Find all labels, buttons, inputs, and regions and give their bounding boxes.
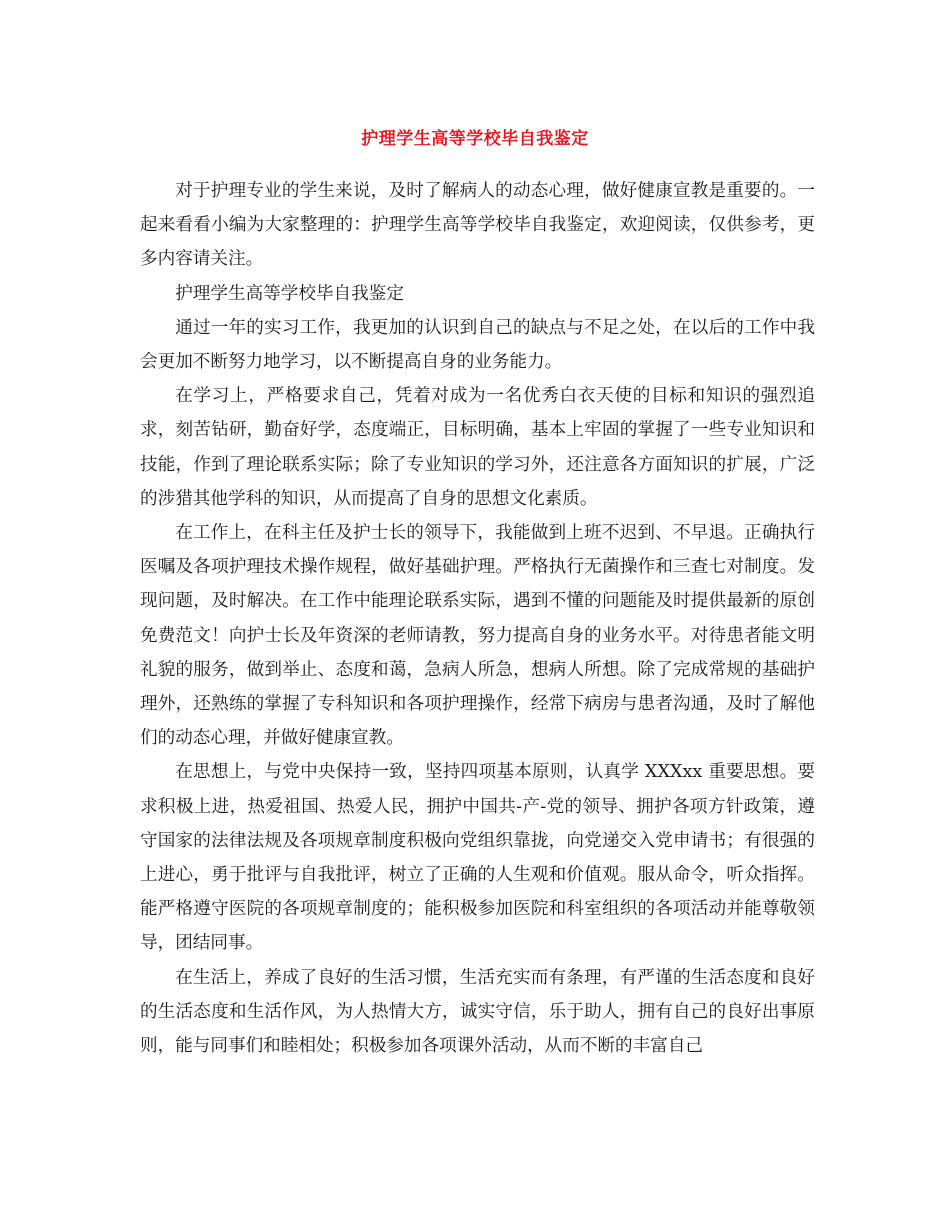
paragraph-work: 在工作上，在科主任及护士长的领导下，我能做到上班不迟到、不早退。正确执行医嘱及各项护理技术操作规程，做好基础护理。严格执行无菌操作和三查七对制度。发现问题，及时解决。在工作中能理论联系实际，遇到不懂的问题能及时提供最新的原创免费范文！向护士长及年资深的老师请教，努力提高自身的业务水平。对待患者能文明礼貌的服务，做到举止、态度和蔼，急病人所急，想病人所想。除了完成常规的基础护理外，还熟练的掌握了专科知识和各项护理操作，经常下病房与患者沟通，及时了解他们的动态心理，并做好健康宣教。	[140, 523, 815, 749]
document-body	[140, 174, 815, 1063]
paragraph-thought: 在思想上，与党中央保持一致，坚持四项基本原则，认真学 XXXxx 重要思想。要求积极上进，热爱祖国、热爱人民，拥护中国共-产-党的领导、拥护各项方针政策，遵守国家的法律法规及各项规章制度积极向党组织靠拢，向党递交入党申请书；有很强的上进心，勇于批评与自我批评，树立了正确的人生观和价值观。服从命令，听众指挥。能严格遵守医院的各项规章制度的；能积极参加医院和科室组织的各项活动并能尊敬领导，团结同事。	[140, 762, 815, 954]
paragraph-subtitle: 护理学生高等学校毕自我鉴定	[175, 283, 404, 304]
paragraph-intro: 对于护理专业的学生来说，及时了解病人的动态心理，做好健康宣教是重要的。一起来看看小编为大家整理的：护理学生高等学校毕自我鉴定，欢迎阅读，仅供参考，更多内容请关注。	[140, 181, 815, 270]
paragraph-study: 在学习上，严格要求自己，凭着对成为一名优秀白衣天使的目标和知识的强烈追求，刻苦钻研，勤奋好学，态度端正，目标明确，基本上牢固的掌握了一些专业知识和技能，作到了理论联系实际；除了专业知识的学习外，还注意各方面知识的扩展，广泛的涉猎其他学科的知识，从而提高了自身的思想文化素质。	[140, 386, 815, 509]
document-title: 护理学生高等学校毕自我鉴定	[361, 129, 589, 149]
paragraph-internship: 通过一年的实习工作，我更加的认识到自己的缺点与不足之处，在以后的工作中我会更加不断努力地学习，以不断提高自身的业务能力。	[140, 317, 815, 373]
paragraph-life: 在生活上，养成了良好的生活习惯，生活充实而有条理，有严谨的生活态度和良好的生活态度和生活作风，为人热情大方，诚实守信，乐于助人，拥有自己的良好出事原则，能与同事们和睦相处；积极参加各项课外活动，从而不断的丰富自己	[140, 967, 815, 1057]
